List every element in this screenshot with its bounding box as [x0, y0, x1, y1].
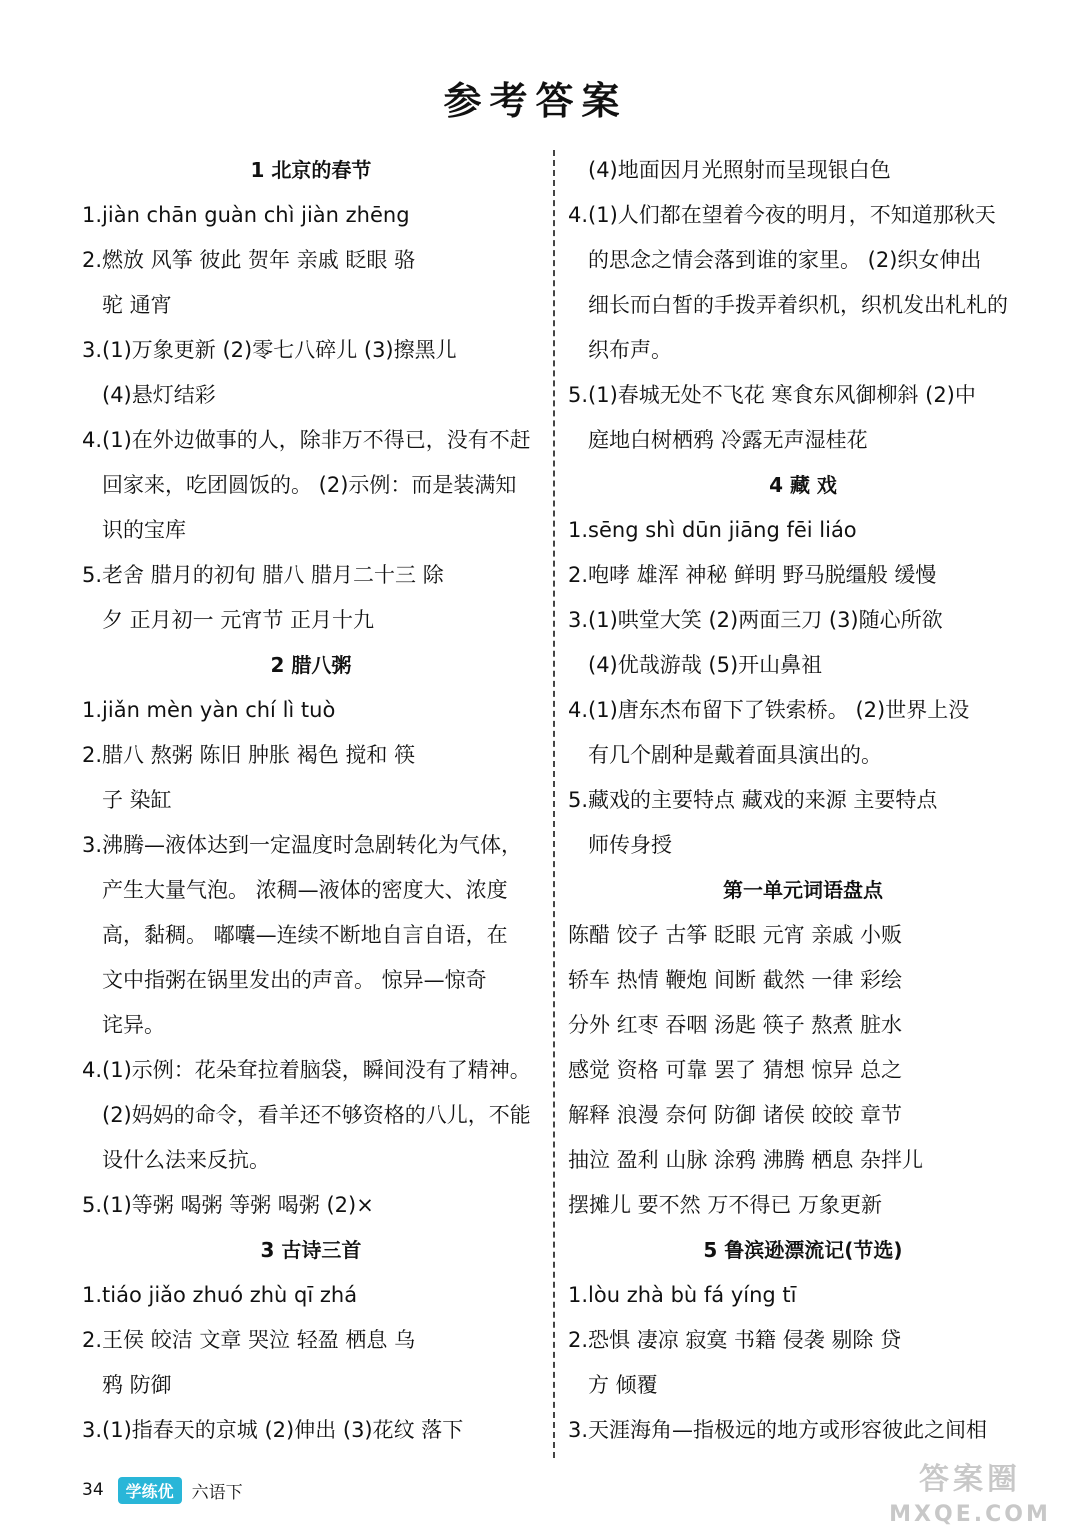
- column-divider: [553, 150, 555, 1458]
- right-column: [568, 148, 1038, 1453]
- answer-line: 鸦 防御: [102, 1373, 172, 1397]
- answer-line: 5.老舍 腊月的初旬 腊八 腊月二十三 除: [82, 563, 444, 587]
- answer-line: 解释 浪漫 奈何 防御 诸侯 皎皎 章节: [568, 1103, 903, 1127]
- answer-line: 摆摊儿 要不然 万不得已 万象更新: [568, 1193, 883, 1217]
- answer-line: 庭地白树栖鸦 冷露无声湿桂花: [588, 428, 868, 452]
- watermark-top: 答案圈: [919, 1462, 1021, 1497]
- answer-line: 5.(1)等粥 喝粥 等粥 喝粥 (2)×: [82, 1193, 374, 1217]
- answer-line: 3.天涯海角—指极远的地方或形容彼此之间相: [568, 1418, 988, 1442]
- section-heading: 5 鲁滨逊漂流记(节选): [703, 1238, 903, 1262]
- answer-line: 驼 通宵: [102, 293, 172, 317]
- answer-line: 子 染缸: [102, 788, 172, 812]
- answer-line: 陈醋 饺子 古筝 眨眼 元宵 亲戚 小贩: [568, 923, 903, 947]
- answer-line: 5.藏戏的主要特点 藏戏的来源 主要特点: [568, 788, 938, 812]
- answer-line: 抽泣 盈利 山脉 涂鸦 沸腾 栖息 杂拌儿: [568, 1148, 924, 1172]
- section-heading: 2 腊八粥: [270, 653, 352, 677]
- answer-line: 5.(1)春城无处不飞花 寒食东风御柳斜 (2)中: [568, 383, 976, 407]
- answer-line: 4.(1)在外边做事的人，除非万不得已，没有不赶: [82, 428, 531, 452]
- answer-line: 3.沸腾—液体达到一定温度时急剧转化为气体，: [82, 833, 523, 857]
- answer-line: 1.tiáo jiǎo zhuó zhù qī zhá: [82, 1283, 358, 1307]
- answer-line: 的思念之情会落到谁的家里。 (2)织女伸出: [588, 248, 982, 272]
- section-heading: 第一单元词语盘点: [723, 878, 883, 902]
- subject-label: 六语下: [191, 1482, 243, 1503]
- section-heading: 3 古诗三首: [260, 1238, 362, 1262]
- answer-line: 师传身授: [588, 833, 672, 857]
- answer-line: 2.恐惧 凄凉 寂寞 书籍 侵袭 剔除 贷: [568, 1328, 902, 1352]
- answer-line: 织布声。: [588, 338, 672, 362]
- answer-line: 4.(1)唐东杰布留下了铁索桥。 (2)世界上没: [568, 698, 970, 722]
- answer-line: 1.sēng shì dūn jiāng fēi liáo: [568, 518, 857, 542]
- answer-line: 4.(1)示例：花朵耷拉着脑袋，瞬间没有了精神。: [82, 1058, 531, 1082]
- answer-line: 识的宝库: [102, 518, 186, 542]
- page-footer: [82, 1476, 243, 1504]
- answer-line: 分外 红枣 吞咽 汤匙 筷子 熬煮 脏水: [568, 1013, 903, 1037]
- answer-line: 2.燃放 风筝 彼此 贺年 亲戚 眨眼 骆: [82, 248, 416, 272]
- answer-line: (2)妈妈的命令，看羊还不够资格的八儿，不能: [102, 1103, 531, 1127]
- answer-line: 回家来，吃团圆饭的。 (2)示例：而是装满知: [102, 473, 517, 497]
- answer-line: (4)地面因月光照射而呈现银白色: [588, 158, 891, 182]
- answer-line: 4.(1)人们都在望着今夜的明月，不知道那秋天: [568, 203, 996, 227]
- answer-line: 轿车 热情 鞭炮 间断 截然 一律 彩绘: [568, 968, 903, 992]
- answer-line: 1.jiǎn mèn yàn chí lì tuò: [82, 698, 336, 722]
- answer-line: 1.lòu zhà bù fá yíng tī: [568, 1283, 797, 1307]
- watermark: [875, 1460, 1065, 1534]
- answer-line: 细长而白皙的手拨弄着织机，织机发出札札的: [588, 293, 1008, 317]
- answer-line: 夕 正月初一 元宵节 正月十九: [102, 608, 375, 632]
- answer-line: 设什么法来反抗。: [102, 1148, 270, 1172]
- answer-line: 2.腊八 熬粥 陈旧 肿胀 褐色 搅和 筷: [82, 743, 416, 767]
- answer-line: 有几个剧种是戴着面具演出的。: [588, 743, 882, 767]
- watermark-bottom: MXQE.COM: [889, 1502, 1051, 1527]
- section-heading: 4 藏 戏: [769, 473, 837, 497]
- answer-line: 3.(1)指春天的京城 (2)伸出 (3)花纹 落下: [82, 1418, 464, 1442]
- answer-line: 2.王侯 皎洁 文章 哭泣 轻盈 栖息 乌: [82, 1328, 416, 1352]
- answer-line: 2.咆哮 雄浑 神秘 鲜明 野马脱缰般 缓慢: [568, 563, 937, 587]
- answer-line: 文中指粥在锅里发出的声音。 惊异—惊奇: [102, 968, 487, 992]
- answer-line: 3.(1)万象更新 (2)零七八碎儿 (3)擦黑儿: [82, 338, 457, 362]
- answer-line: 1.jiàn chān guàn chì jiàn zhēng: [82, 203, 410, 227]
- answer-line: 高，黏稠。 嘟囔—连续不断地自言自语，在: [102, 923, 508, 947]
- answer-line: (4)优哉游哉 (5)开山鼻祖: [588, 653, 823, 677]
- answer-line: 3.(1)哄堂大笑 (2)两面三刀 (3)随心所欲: [568, 608, 943, 632]
- left-column: [82, 148, 540, 1453]
- page-title: 参考答案: [443, 79, 628, 123]
- answer-line: 产生大量气泡。 浓稠—液体的密度大、浓度: [102, 878, 508, 902]
- section-heading: 1 北京的春节: [250, 158, 372, 182]
- brand-logo: 学练优: [118, 1477, 182, 1504]
- answer-line: 方 倾覆: [588, 1373, 658, 1397]
- page-number: 34: [82, 1480, 104, 1500]
- answer-line: 感觉 资格 可靠 罢了 猜想 惊异 总之: [568, 1058, 903, 1082]
- answer-line: 诧异。: [102, 1013, 165, 1037]
- answer-line: (4)悬灯结彩: [102, 383, 216, 407]
